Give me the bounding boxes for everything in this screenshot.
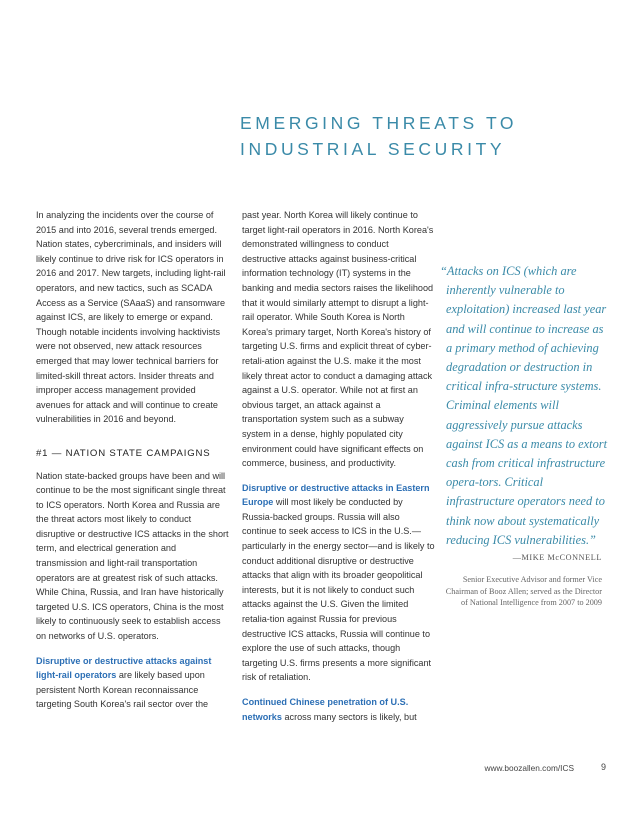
china-text: across many sectors is likely, but — [281, 711, 417, 722]
footer-url: www.boozallen.com/ICS — [484, 763, 574, 773]
middle-column — [242, 208, 435, 724]
page-title — [240, 110, 620, 162]
title-line-2: INDUSTRIAL SECURITY — [240, 139, 506, 159]
light-rail-text: are likely based upon persistent North Korean reconnaissance targeting South Korea's rail sector over the — [36, 670, 209, 710]
eastern-europe-text: will most likely be conducted by Russia-backed groups. Russia will also continue to seek access to ICS in the U.S.—particularly in the energy sector—and is likely to conduct additional disruptive or destructive attacks that align with its broader geopolitical interests, but it is not likely to conduct such attacks against the U.S. Given the limited retalia-tion against Russia for previous destructive ICS attacks, Russia will continue to explore the use of such attacks, though targeting U.S. firms presents a more significant risk of retaliation. — [242, 497, 435, 683]
light-rail-lead: Disruptive or destructive attacks against light-rail operators — [36, 655, 212, 681]
nation-state-paragraph: Nation state-backed groups have been and will continue to be the most significant single threat to ICS operators. North Korea and Russia are the threat actors most likely to conduct disruptive or destructive ICS attacks in the short term, and electrical generation and transmission and light-rail transportation operators are at greatest risk of such attacks. While China, Russia, and Iran have historically targeted U.S. ICS operators, China is the most likely to continuously seek to establish access on networks of U.S. operators. — [36, 470, 229, 642]
title-line-1: EMERGING THREATS TO — [240, 113, 518, 133]
quote-attribution: —MIKE McCONNELL — [512, 553, 602, 562]
intro-paragraph: In analyzing the incidents over the course of 2015 and into 2016, several trends emerged. Nation states, cybercriminals, and insiders will likely continue to drive risk for ICS operators in 2016 and 2017. New targets, including light-rail operators, and new tactics, such as SCADA Access as a Service (SAaaS) and ransomware against ICS, are likely to emerge or expand. Though notable incidents involving hacktivists were not observed, new attack resources emerged that may lower technical barriers for limited-skill threat actors. Insider threats and improper access management provided avenues for attack and will continue to create vulnerabilities in 2016 and beyond. — [36, 210, 226, 425]
eastern-europe-paragraph — [242, 481, 435, 685]
page-number: 9 — [600, 762, 606, 772]
china-lead: Continued Chinese penetration of U.S. networks — [242, 697, 409, 722]
quote-author-role: Senior Executive Advisor and former Vice Chairman of Booz Allen; served as the Director of National Intelligence from 2007 to 2009 — [445, 575, 602, 608]
left-column — [36, 208, 229, 712]
eastern-europe-lead: Disruptive or destructive attacks in Eastern Europe — [242, 482, 430, 508]
north-korea-paragraph: past year. North Korea will likely continue to target light-rail operators in 2016. North Korea's demonstrated willingness to conduct destructive attacks against business-critical information technology (IT) systems in the banking and media sectors raises the likelihood that it would similarly attempt to disrupt a light-rail operator. While South Korea is North Korea's primary target, North Korea's history of targeting U.S. firms and explicit threat of cyber-retali-ation against the U.S. make it the most likely threat actor to conduct a damaging attack against a U.S. operator. While not at first an obvious target, an attack against a transportation system such as a subway system in a dense, highly populated city environment could have significant effects on commerce, business, and productivity. — [242, 210, 434, 469]
china-paragraph — [242, 695, 435, 724]
light-rail-paragraph — [36, 654, 229, 712]
section-heading: #1 — NATION STATE CAMPAIGNS — [36, 447, 211, 459]
pull-quote — [440, 262, 610, 550]
pull-quote-text: “Attacks on ICS (which are inherently vulnerable to exploitation) increased last year and will continue to increase as a primary method of achieving degradation or destruction in critical infra-structure systems. Criminal elements will aggressively pursue attacks against ICS as a means to extort cash from critical infrastructure opera-tors. Critical infrastructure operators need to think now about systematically reducing ICS vulnerabilities.” — [440, 264, 608, 547]
